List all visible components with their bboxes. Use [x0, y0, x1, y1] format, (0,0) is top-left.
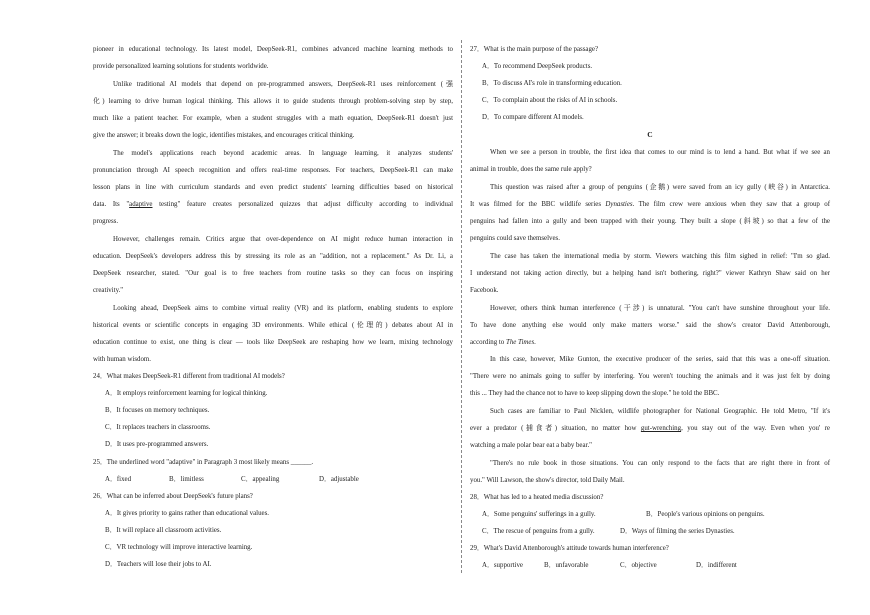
q29-option-d: D．indifferent	[696, 562, 737, 569]
q29-option-a: A．supportive	[482, 562, 523, 569]
q24-option-c: C．It replaces teachers in classrooms.	[105, 424, 211, 431]
q27-option-b: B．To discuss AI's role in transforming education.	[482, 80, 622, 87]
text-fragment: ever a predator (捕食者) situation, no matter how	[470, 425, 641, 432]
text-line: DeepSeek researcher, stated. "Our goal is to free teachers from routine tasks so they can focus on inspiring	[93, 270, 453, 277]
text-fragment: data. Its "	[93, 201, 130, 208]
question-29-stem: 29．What's David Attenborough's attitude towards human interference?	[470, 545, 669, 552]
q27-option-a: A．To recommend DeepSeek products.	[482, 63, 593, 70]
q25-option-c: C．appealing	[241, 476, 280, 483]
text-line: Unlike traditional AI models that depend on pre-programmed answers, DeepSeek-R1 uses reinforcement (强	[113, 81, 453, 88]
q28-option-b: B．People's various opinions on penguins.	[646, 511, 765, 518]
question-28-stem: 28．What has led to a heated media discussion?	[470, 494, 604, 501]
text-fragment: according to	[470, 339, 506, 346]
text-line: The model's applications reach beyond academic areas. In language learning, it analyzes students'	[113, 150, 453, 157]
newspaper-title: The Times	[505, 339, 535, 346]
section-heading: C	[647, 130, 653, 139]
q24-option-a: A．It employs reinforcement learning for logical thinking.	[105, 390, 268, 397]
text-line: give the answer; it breaks down the logic, identifies mistakes, and encourages critical thinking.	[93, 132, 355, 139]
q25-option-d: D．adjustable	[319, 476, 359, 483]
text-line: "There's no rule book in those situations. You can only respond to the facts that are right there in front of	[490, 460, 830, 467]
text-fragment: .	[534, 339, 536, 346]
text-fragment: , you stay out of the way. Even when you' re	[681, 425, 830, 432]
q28-option-a: A．Some penguins' sufferings in a gully.	[482, 511, 596, 518]
text-line: watching a male polar bear eat a baby bear."	[470, 442, 592, 449]
text-line: However, others think human interference (干涉) is unnatural. "You can't have sunshine throughout your life.	[490, 305, 830, 312]
text-line: lesson plans in line with curriculum standards and even predict students' learning difficulties based on historical	[93, 184, 453, 191]
text-line	[470, 424, 830, 433]
question-25-stem: 25．The underlined word "adaptive" in Paragraph 3 most likely means ______.	[93, 459, 314, 466]
text-line: education. DeepSeek's developers address this by stressing its role as an "addition, not a replacement." As Dr. Li, a	[93, 253, 453, 260]
text-line: Such cases are familiar to Paul Nicklen, wildlife photographer for National Geographic. He told Metro, "If it's	[490, 408, 830, 415]
text-line: animal in trouble, does the same rule apply?	[470, 166, 592, 173]
text-line: pronunciation through AI speech recognition and offers real-time responses. For teachers, DeepSeek-R1 can make	[93, 167, 453, 174]
q29-option-b: B．unfavorable	[544, 562, 589, 569]
text-line: I understand not taking action directly, but a helping hand isn't bothering, right?" viewer Kathryn Shaw said on her	[470, 270, 830, 277]
text-line: you." Will Lawson, the show's director, told Daily Mail.	[470, 477, 625, 484]
q28-option-d: D．Ways of filming the series Dynasties.	[620, 528, 735, 535]
text-line: penguins had fallen into a gully and been trapped with their young. They built a slope (斜坡) so that a few of the	[470, 218, 830, 225]
q27-option-d: D．To compare different AI models.	[482, 114, 584, 121]
text-line	[470, 338, 536, 347]
text-line: In this case, however, Mike Gunton, the executive producer of the series, said that this was a one-off situation.	[490, 356, 830, 363]
underlined-word: gut-wrenching	[640, 425, 682, 432]
text-line: When we see a person in trouble, the first idea that comes to our mind is to lend a hand. But what if we see an	[490, 149, 830, 156]
text-line: To have done anything else would only make matters worse." said the show's creator David Attenborough,	[470, 322, 830, 329]
q25-option-b: B．limitless	[169, 476, 204, 483]
q28-option-c: C．The rescue of penguins from a gully.	[482, 528, 595, 535]
q26-option-b: B．It will replace all classroom activities.	[105, 527, 222, 534]
text-line: The case has taken the international media by storm. Viewers watching this film sighed in relief: "I'm so glad.	[490, 253, 830, 260]
text-line: However, challenges remain. Critics argue that over-dependence on AI might reduce human interaction in	[113, 236, 453, 243]
text-line: penguins could save themselves.	[470, 235, 560, 242]
text-line: Looking ahead, DeepSeek aims to combine virtual reality (VR) and its platform, enabling students to explore	[113, 305, 453, 312]
underlined-word: adaptive	[129, 201, 153, 208]
text-fragment: It was filmed for the BBC wildlife series	[470, 201, 606, 208]
q26-option-a: A．It gives priority to gains rather than educational values.	[105, 510, 269, 517]
column-divider	[461, 40, 462, 573]
text-line: education continue to exist, one thing is clear — tools like DeepSeek are reshaping how we learn, mixing technology	[93, 339, 453, 346]
text-line	[470, 200, 830, 209]
q24-option-b: B．It focuses on memory techniques.	[105, 407, 210, 414]
text-line	[93, 200, 453, 209]
question-24-stem: 24．What makes DeepSeek-R1 different from traditional AI models?	[93, 373, 285, 380]
q26-option-c: C．VR technology will improve interactive learning.	[105, 544, 253, 551]
text-line: historical events or scientific concepts in engaging 3D environments. While ethical (伦理的) debates about AI in	[93, 322, 453, 329]
text-line: creativity."	[93, 287, 124, 294]
question-27-stem: 27．What is the main purpose of the passage?	[470, 46, 599, 53]
text-line: pioneer in educational technology. Its latest model, DeepSeek-R1, combines advanced machine learning methods to	[93, 46, 453, 53]
text-line: progress.	[93, 218, 119, 225]
series-title: Dynasties	[605, 201, 633, 208]
text-line: this ... They had the chance not to have to keep slipping down the slope." he told the BBC.	[470, 390, 720, 397]
q29-option-c: C．objective	[620, 562, 657, 569]
text-fragment: testing" feature creates personalized quizzes that adjust difficulty according to individual	[152, 201, 453, 208]
text-line: Facebook.	[470, 287, 499, 294]
question-26-stem: 26．What can be inferred about DeepSeek's future plans?	[93, 493, 253, 500]
text-line: 化) learning to drive human logical thinking. This allows it to guide students through problem-solving step by step,	[93, 98, 453, 105]
text-line: "There were no animals going to suffer by interfering. You weren't touching the animals and it was just felt by doing	[470, 373, 830, 380]
q26-option-d: D．Teachers will lose their jobs to AI.	[105, 561, 212, 568]
q27-option-c: C．To complain about the risks of AI in schools.	[482, 97, 618, 104]
text-fragment: . The film crew were anxious when they saw that a group of	[632, 201, 830, 208]
text-line: with human wisdom.	[93, 356, 151, 363]
text-line: much like a patient teacher. For example, when a student struggles with a math equation, DeepSeek-R1 doesn't just	[93, 115, 453, 122]
q24-option-d: D．It uses pre-programmed answers.	[105, 441, 209, 448]
text-line: provide personalized learning solutions for students worldwide.	[93, 63, 269, 70]
text-line: This question was raised after a group of penguins (企鹅) were saved from an icy gully (峡谷) in Antarctica.	[490, 184, 830, 191]
q25-option-a: A．fixed	[105, 476, 132, 483]
